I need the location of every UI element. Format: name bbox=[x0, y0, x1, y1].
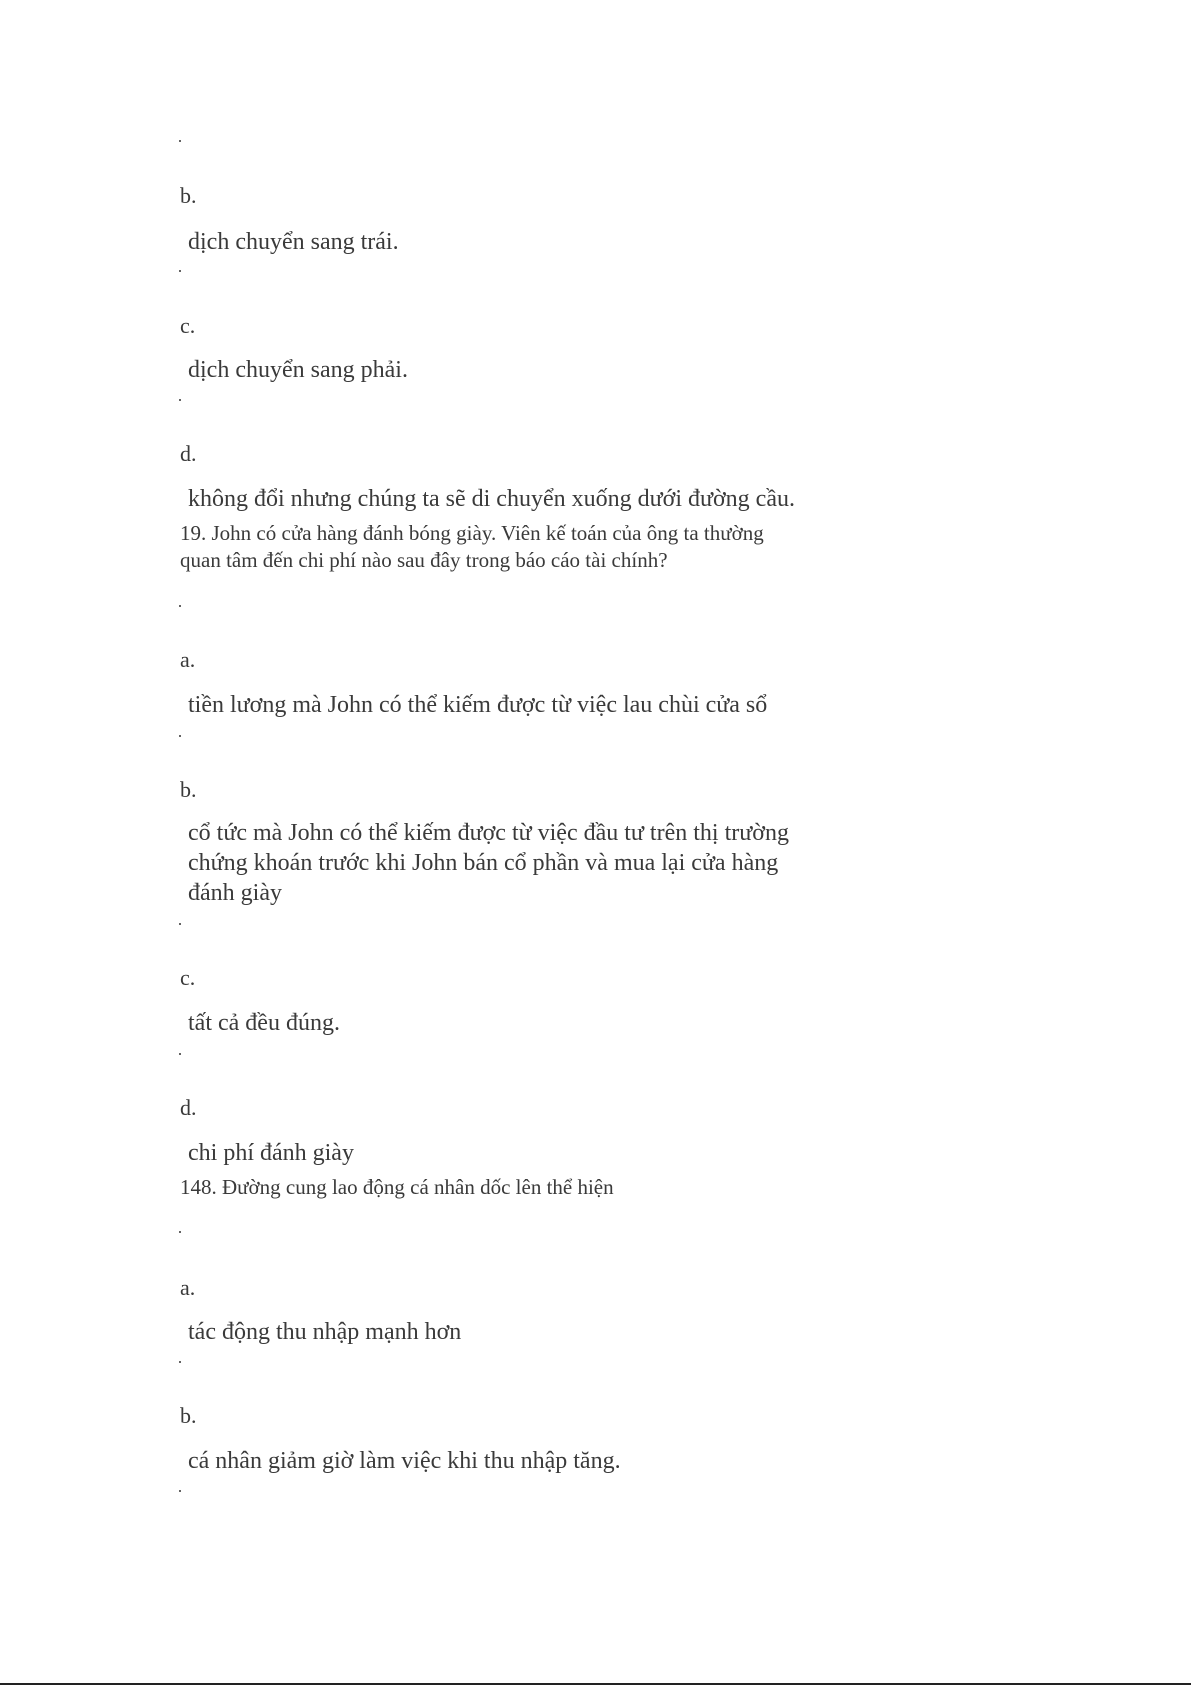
option-text: dịch chuyển sang trái. bbox=[188, 229, 399, 255]
option-letter: b. bbox=[180, 777, 197, 802]
radio-dot[interactable] bbox=[179, 1490, 181, 1492]
radio-dot[interactable] bbox=[179, 1053, 181, 1055]
question-19-text: 19. John có cửa hàng đánh bóng giày. Viên kế toán của ông ta thường quan tâm đến chi phí nào sau đây trong báo cáo tài chính? bbox=[180, 521, 764, 572]
radio-dot[interactable] bbox=[179, 923, 181, 925]
question-148-text: 148. Đường cung lao động cá nhân dốc lên thể hiện bbox=[180, 1175, 614, 1199]
radio-dot[interactable] bbox=[179, 140, 181, 142]
option-letter: c. bbox=[180, 965, 196, 990]
option-text: dịch chuyển sang phải. bbox=[188, 357, 408, 383]
option-text: không đổi nhưng chúng ta sẽ di chuyển xuống dưới đường cầu. bbox=[188, 486, 795, 512]
option-text: cá nhân giảm giờ làm việc khi thu nhập tăng. bbox=[188, 1448, 621, 1474]
option-letter: a. bbox=[180, 1275, 196, 1300]
option-letter: d. bbox=[180, 441, 197, 466]
radio-dot[interactable] bbox=[179, 605, 181, 607]
option-letter: b. bbox=[180, 183, 197, 208]
option-letter: b. bbox=[180, 1403, 197, 1428]
radio-dot[interactable] bbox=[179, 1361, 181, 1363]
option-letter: d. bbox=[180, 1095, 197, 1120]
option-text: cổ tức mà John có thể kiếm được từ việc đầu tư trên thị trường chứng khoán trước khi John bán cổ phần và mua lại cửa hàng đánh giày bbox=[188, 820, 789, 906]
option-letter: a. bbox=[180, 647, 196, 672]
option-text: tiền lương mà John có thể kiếm được từ việc lau chùi cửa sổ bbox=[188, 692, 768, 718]
option-text: chi phí đánh giày bbox=[188, 1140, 354, 1166]
radio-dot[interactable] bbox=[179, 1231, 181, 1233]
radio-dot[interactable] bbox=[179, 270, 181, 272]
radio-dot[interactable] bbox=[179, 399, 181, 401]
option-letter: c. bbox=[180, 313, 196, 338]
option-text: tác động thu nhập mạnh hơn bbox=[188, 1319, 462, 1345]
radio-dot[interactable] bbox=[179, 735, 181, 737]
option-text: tất cả đều đúng. bbox=[188, 1010, 340, 1036]
